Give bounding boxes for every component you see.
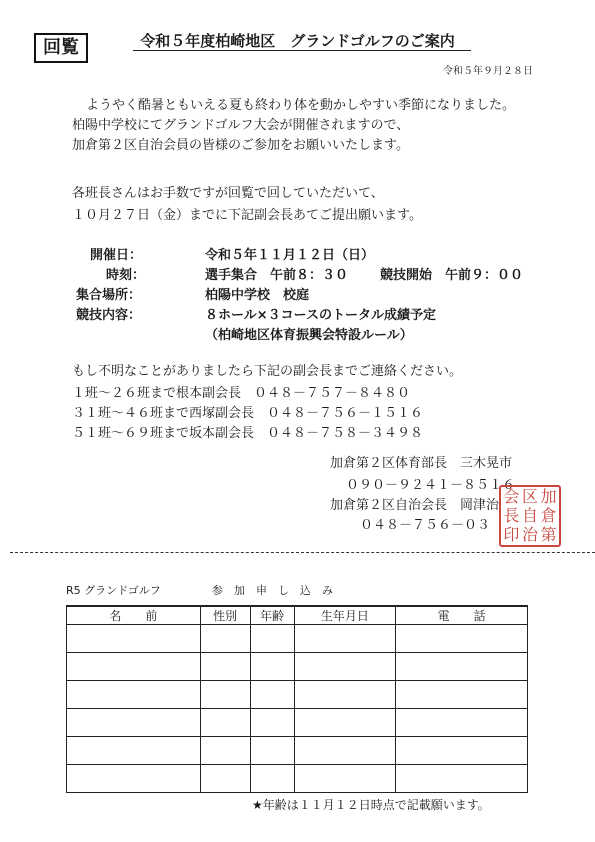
signature-line-3: 加倉第２区自治会長 岡津治 (330, 498, 500, 513)
seal-char: 加 (540, 487, 557, 507)
table-row (67, 653, 528, 681)
contact-intro: もし不明なことがありましたら下記の副会長までご連絡ください。 (72, 364, 463, 379)
cell-birthdate[interactable] (294, 681, 396, 709)
cell-age[interactable] (250, 709, 294, 737)
cell-name[interactable] (67, 737, 201, 765)
cell-phone[interactable] (396, 653, 528, 681)
intro-line-3: 加倉第２区自治会員の皆様のご参加をお願いいたします。 (72, 138, 409, 153)
cell-phone[interactable] (396, 709, 528, 737)
cell-name[interactable] (67, 625, 201, 653)
cell-birthdate[interactable] (294, 737, 396, 765)
cell-name[interactable] (67, 765, 201, 793)
cell-phone[interactable] (396, 765, 528, 793)
form-title: 参 加 申 し 込 み (212, 584, 333, 597)
cell-age[interactable] (250, 765, 294, 793)
cell-name[interactable] (67, 653, 201, 681)
issue-date: 令和５年９月２８日 (443, 66, 533, 77)
title-underline (133, 50, 471, 51)
cell-birthdate[interactable] (294, 625, 396, 653)
detail-time-value-2: 競技開始 午前９：００ (380, 268, 524, 283)
table-row (67, 681, 528, 709)
intro-line-2: 柏陽中学校にてグランドゴルフ大会が開催されますので、 (72, 118, 410, 133)
circulation-stamp: 回覧 (34, 33, 88, 63)
cell-gender[interactable] (200, 709, 250, 737)
page-title: 令和５年度柏崎地区 グランドゴルフのご案内 (140, 32, 455, 50)
request-line-2: １０月２７日（金）までに下記副会長あてご提出願います。 (72, 208, 422, 223)
col-header-birthdate: 生年月日 (294, 606, 396, 625)
detail-place-value: 柏陽中学校 校庭 (205, 288, 310, 303)
cell-phone[interactable] (396, 681, 528, 709)
detail-content-note: （柏崎地区体育振興会特設ルール） (205, 328, 413, 343)
intro-line-1: ようやく酷暑ともいえる夏も終わり体を動かしやすい季節になりました。 (86, 98, 516, 113)
form-note: ★年齢は１１月１２日時点で記載願います。 (252, 798, 490, 812)
seal-char: 倉 (540, 505, 557, 525)
cell-age[interactable] (250, 681, 294, 709)
detail-content-label: 競技内容： (76, 308, 142, 323)
detail-time-value-1: 選手集合 午前８：３０ (205, 268, 349, 283)
signature-line-1: 加倉第２区体育部長 三木晃市 (330, 456, 513, 471)
table-body (67, 625, 528, 793)
seal-char: 治 (521, 524, 538, 544)
official-seal (499, 485, 561, 547)
detail-content-value: ８ホール×３コースのトータル成績予定 (205, 308, 436, 323)
table-row (67, 737, 528, 765)
cell-gender[interactable] (200, 765, 250, 793)
seal-char: 自 (521, 505, 538, 525)
cell-phone[interactable] (396, 737, 528, 765)
cell-name[interactable] (67, 681, 201, 709)
cell-age[interactable] (250, 625, 294, 653)
cell-age[interactable] (250, 737, 294, 765)
cell-gender[interactable] (200, 681, 250, 709)
cut-line (10, 552, 595, 553)
form-label: R5 グランドゴルフ (66, 584, 161, 597)
application-table (66, 605, 528, 793)
table-row (67, 709, 528, 737)
cell-gender[interactable] (200, 653, 250, 681)
seal-char: 長 (503, 505, 520, 525)
cell-age[interactable] (250, 653, 294, 681)
detail-time-label: 時刻： (106, 268, 146, 283)
contact-line-3: ５１班～６９班まで坂本副会長 ０４８－７５８－３４９８ (72, 426, 424, 441)
table-header-row (67, 606, 528, 625)
cell-birthdate[interactable] (294, 653, 396, 681)
signature-line-2: ０９０－９２４１－８５１６ (346, 478, 516, 493)
detail-date-label: 開催日： (90, 248, 143, 263)
cell-gender[interactable] (200, 625, 250, 653)
col-header-name: 名 前 (67, 606, 201, 625)
cell-gender[interactable] (200, 737, 250, 765)
col-header-gender: 性別 (200, 606, 250, 625)
seal-char: 区 (521, 487, 538, 507)
table-row (67, 765, 528, 793)
detail-place-label: 集合場所： (76, 288, 142, 303)
cell-name[interactable] (67, 709, 201, 737)
cell-birthdate[interactable] (294, 765, 396, 793)
cell-phone[interactable] (396, 625, 528, 653)
col-header-age: 年齢 (250, 606, 294, 625)
detail-date-value: 令和５年１１月１２日（日） (205, 248, 375, 263)
signature-line-4: ０４８－７５６－０３ (360, 518, 491, 533)
table-row (67, 625, 528, 653)
seal-char: 印 (503, 524, 520, 544)
col-header-phone: 電 話 (396, 606, 528, 625)
seal-char: 第 (540, 524, 557, 544)
request-line-1: 各班長さんはお手数ですが回覧で回していただいて、 (72, 186, 384, 201)
contact-line-1: １班～２６班まで根本副会長 ０４８－７５７－８４８０ (72, 386, 411, 401)
seal-char: 会 (503, 487, 520, 507)
cell-birthdate[interactable] (294, 709, 396, 737)
contact-line-2: ３１班～４６班まで西塚副会長 ０４８－７５６－１５１６ (72, 406, 424, 421)
